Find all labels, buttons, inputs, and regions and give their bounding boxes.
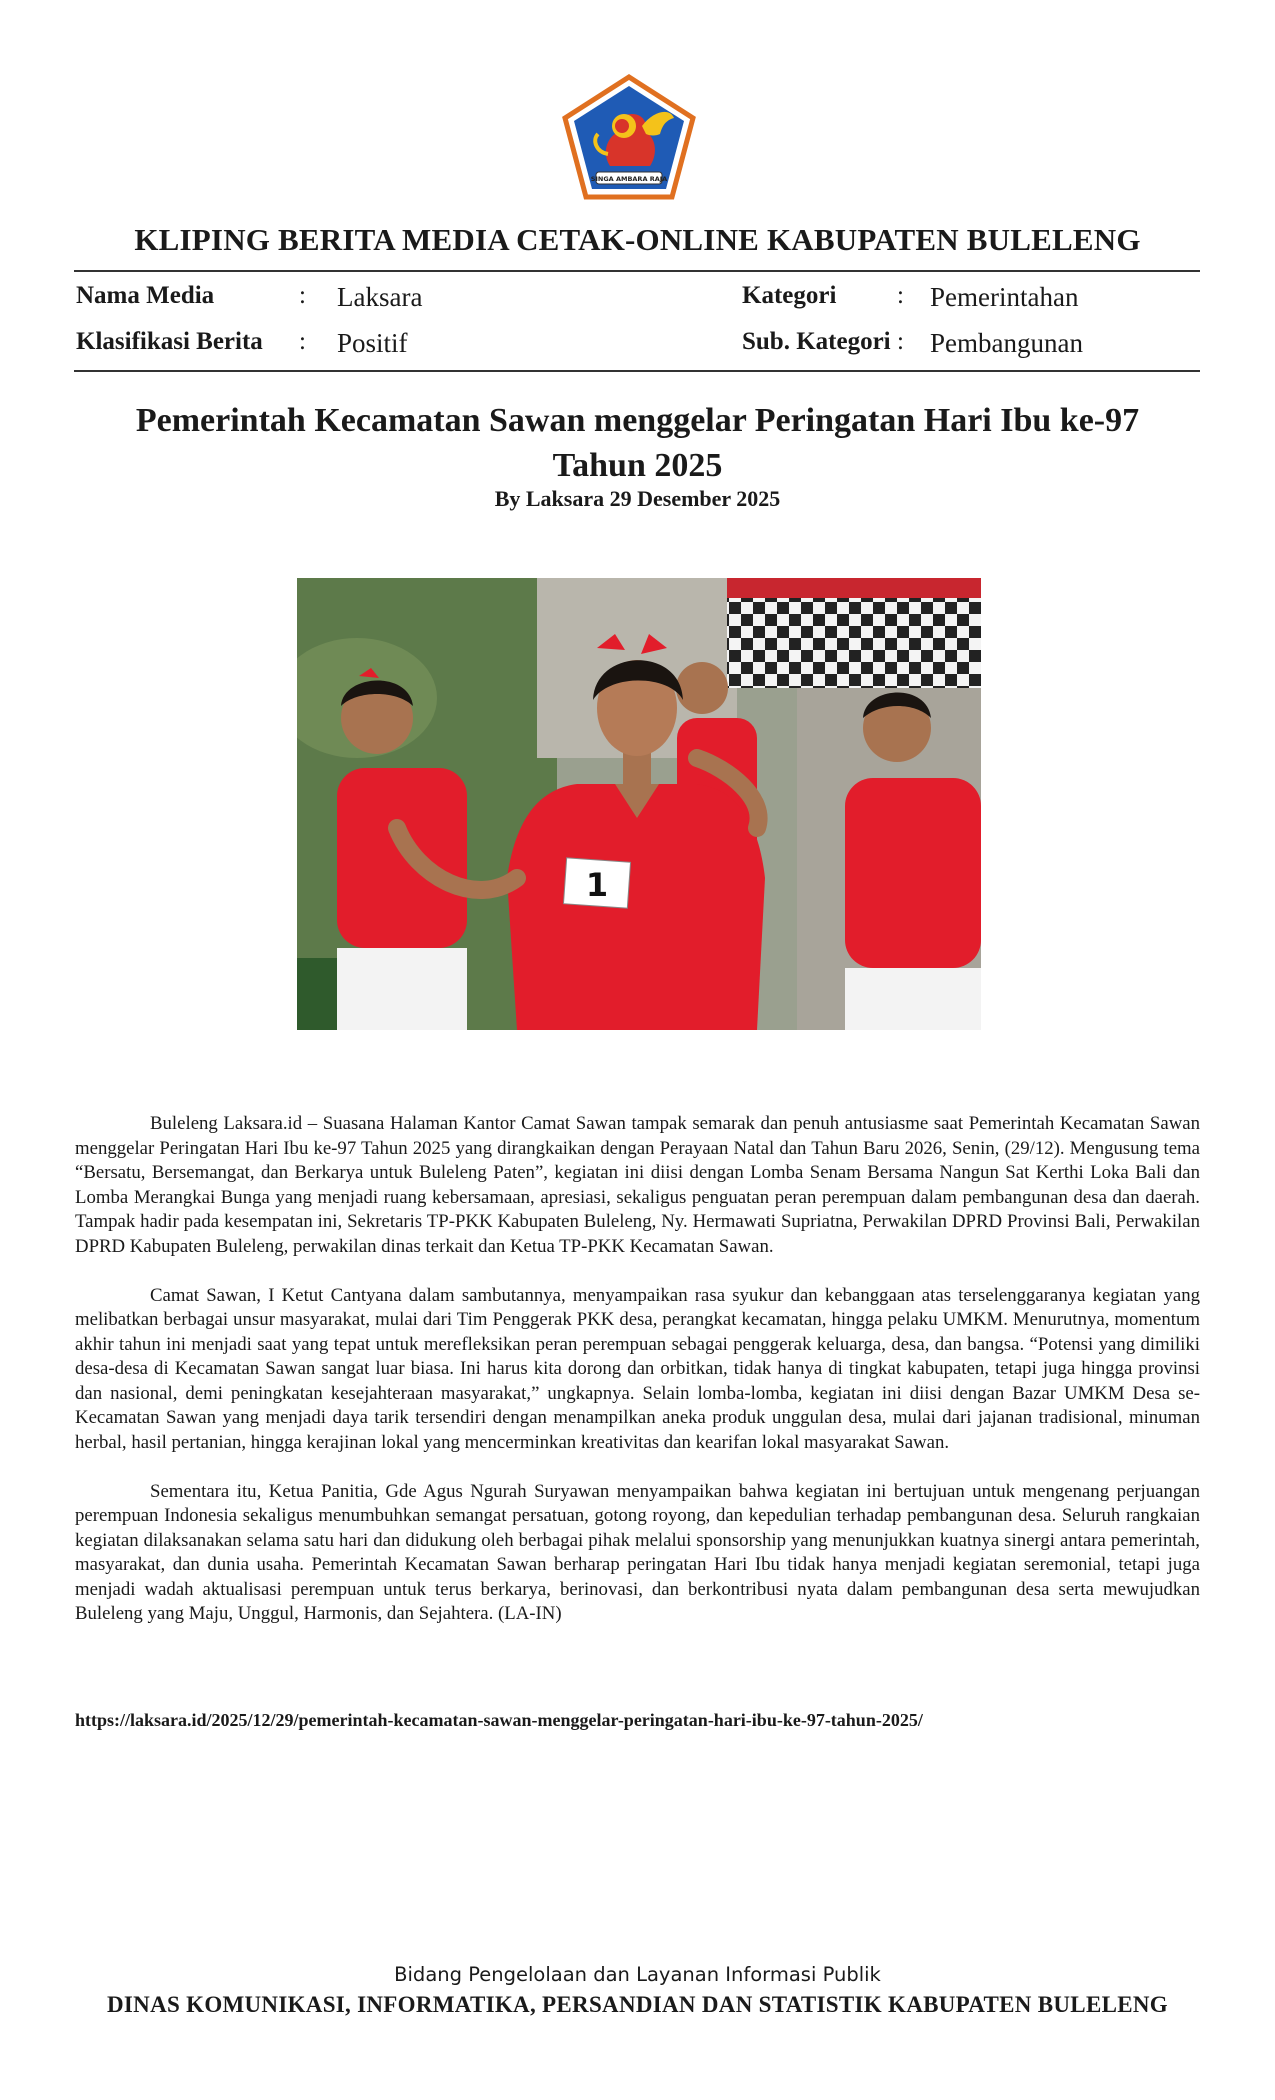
header-divider (74, 270, 1200, 272)
kategori-label: Kategori (742, 282, 837, 309)
photo-bib-number: 1 (585, 866, 609, 904)
article-title: Pemerintah Kecamatan Sawan menggelar Peringatan Hari Ibu ke-97 Tahun 2025 (135, 402, 1140, 484)
footer-agency: DINAS KOMUNIKASI, INFORMATIKA, PERSANDIAN DAN STATISTIK KABUPATEN BULELENG (107, 1992, 1168, 2017)
colon: : (299, 282, 306, 309)
article-paragraph: Sementara itu, Ketua Panitia, Gde Agus Ngurah Suryawan menyampaikan bahwa kegiatan ini bertujuan untuk mengenang perjuangan perempuan Indonesia sekaligus menumbuhkan semangat persatuan, gotong royong, dan kepedulian terhadap pembangunan desa. Seluruh rangkaian kegiatan dilaksanakan selama satu hari dan didukung oleh berbagai pihak melalui sponsorship yang menunjukkan kuatnya sinergi antara pemerintah, masyarakat, dan dunia usaha. Pemerintah Kecamatan Sawan berharap peringatan Hari Ibu tidak hanya menjadi kegiatan seremonial, tetapi juga menjadi wadah aktualisasi perempuan untuk terus berkarya, berinovasi, dan berkontribusi nyata dalam pembangunan desa serta mewujudkan Buleleng yang Maju, Unggul, Harmonis, dan Sejahtera. (LA-IN) (75, 1480, 1200, 1624)
emblem-motto: SINGA AMBARA RAJA (590, 175, 668, 183)
metadata-divider (74, 370, 1200, 372)
klasifikasi-berita-label: Klasifikasi Berita (76, 328, 263, 355)
sub-kategori-label: Sub. Kategori (742, 328, 891, 355)
source-url-link[interactable]: https://laksara.id/2025/12/29/pemerintah-kecamatan-sawan-menggelar-peringatan-hari-ibu-ke-97-tahun-2025/ (75, 1710, 923, 1730)
article-paragraph: Buleleng Laksara.id – Suasana Halaman Kantor Camat Sawan tampak semarak dan penuh antusiasme saat Pemerintah Kecamatan Sawan menggelar Peringatan Hari Ibu ke-97 Tahun 2025 yang dirangkaikan dengan Perayaan Natal dan Tahun Baru 2026, Senin, (29/12). Mengusung tema “Bersatu, Bersemangat, dan Berkarya untuk Buleleng Paten”, kegiatan ini diisi dengan Lomba Senam Bersama Nangun Sat Kerthi Loka Bali dan Lomba Merangkai Bunga yang menjadi ruang kebersamaan, apresiasi, sekaligus penguatan peran perempuan dalam pembangunan desa dan daerah. Tampak hadir pada kesempatan ini, Sekretaris TP-PKK Kabupaten Buleleng, Ny. Hermawati Supriatna, Perwakilan DPRD Provinsi Bali, Perwakilan DPRD Kabupaten Buleleng, perwakilan dinas terkait dan Ketua TP-PKK Kecamatan Sawan. (75, 1113, 1200, 1257)
colon: : (299, 328, 306, 355)
kategori-value: Pemerintahan (930, 282, 1079, 312)
nama-media-label: Nama Media (76, 282, 215, 309)
colon: : (897, 282, 904, 309)
sub-kategori-value: Pembangunan (930, 328, 1083, 358)
buleleng-emblem-logo (562, 74, 696, 200)
nama-media-value: Laksara (337, 282, 423, 312)
article-paragraph: Camat Sawan, I Ketut Cantyana dalam sambutannya, menyampaikan rasa syukur dan kebanggaan atas terselenggaranya kegiatan yang melibatkan berbagai unsur masyarakat, mulai dari Tim Penggerak PKK desa, perangkat kecamatan, hingga pelaku UMKM. Menurutnya, momentum akhir tahun ini menjadi saat yang tepat untuk merefleksikan peran perempuan sebagai penggerak keluarga, desa, dan bangsa. “Potensi yang dimiliki desa-desa di Kecamatan Sawan sangat luar biasa. Ini harus kita dorong dan orbitkan, tidak hanya di tingkat kabupaten, tetapi juga hingga provinsi dan nasional, demi peningkatan kesejahteraan masyarakat,” ungkapnya. Selain lomba-lomba, kegiatan ini diisi dengan Bazar UMKM Desa se-Kecamatan Sawan yang menjadi daya tarik tersendiri dengan menampilkan aneka produk unggulan desa, mulai dari jajanan tradisional, minuman herbal, hasil pertanian, hingga kerajinan lokal yang mencerminkan kreativitas dan kearifan lokal masyarakat Sawan. (75, 1284, 1200, 1453)
klasifikasi-berita-value: Positif (337, 328, 408, 358)
article-body (75, 1112, 1200, 1651)
footer-department: Bidang Pengelolaan dan Layanan Informasi Publik (394, 1963, 881, 1986)
article-photo (297, 578, 981, 1030)
article-byline: By Laksara 29 Desember 2025 (494, 486, 781, 511)
clipping-header-title: KLIPING BERITA MEDIA CETAK-ONLINE KABUPATEN BULELENG (134, 222, 1141, 257)
colon: : (897, 328, 904, 355)
